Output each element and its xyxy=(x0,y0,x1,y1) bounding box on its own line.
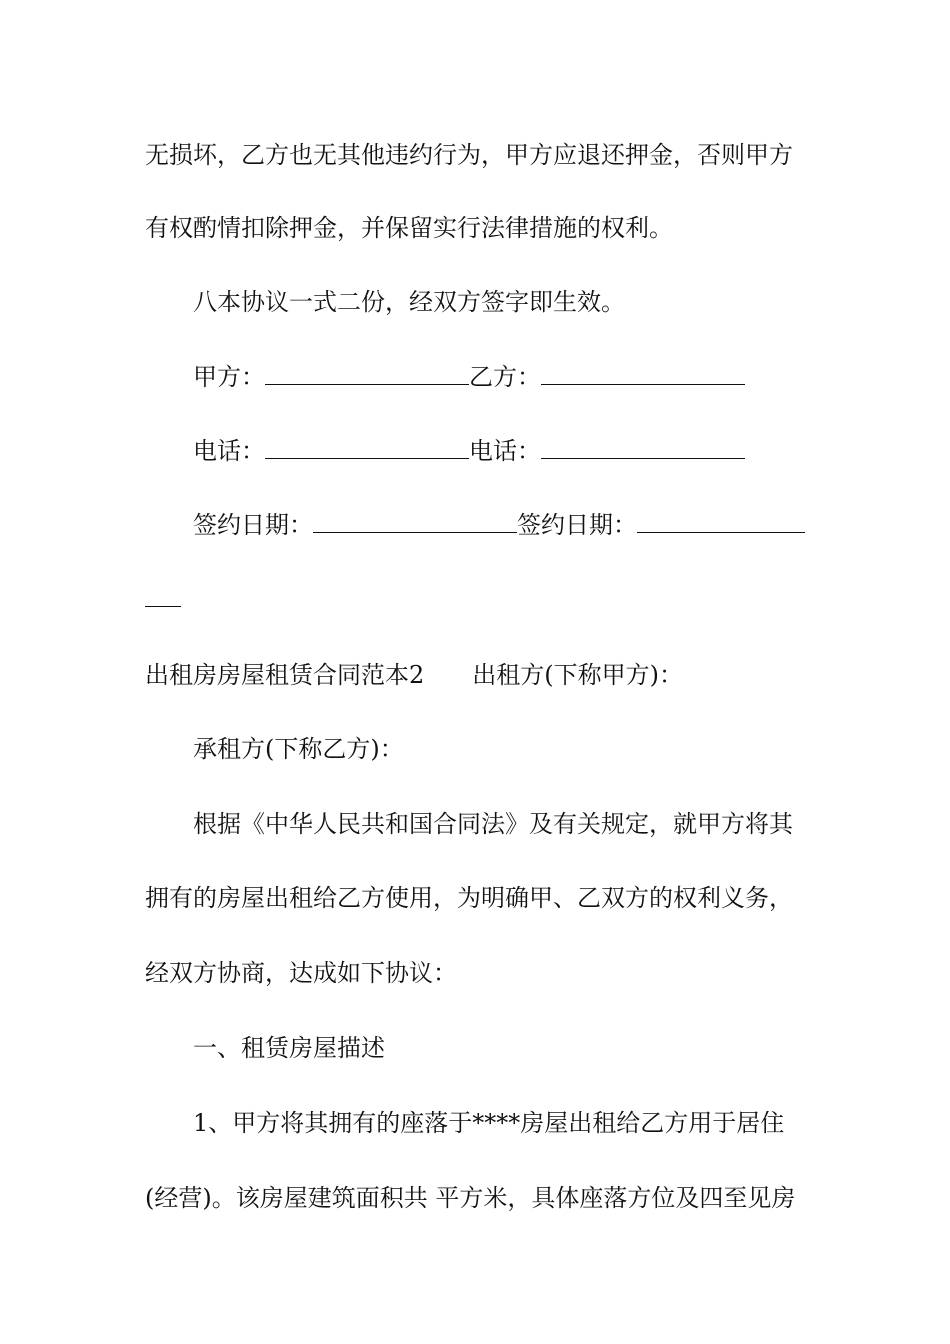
date-a-blank xyxy=(313,510,517,533)
party-a-blank xyxy=(265,362,469,385)
section-heading: 一、租赁房屋描述 xyxy=(193,1034,385,1062)
paragraph-line: (经营)。该房屋建筑面积共 平方米，具体座落方位及四至见房 xyxy=(145,1184,796,1212)
paragraph-line: 无损坏，乙方也无其他违约行为，甲方应退还押金，否则甲方 xyxy=(145,141,793,169)
lessee-label: 承租方(下称乙方)： xyxy=(193,735,404,763)
paragraph-line: 1、甲方将其拥有的座落于****房屋出租给乙方用于居住 xyxy=(193,1109,785,1137)
date-b-label: 签约日期： xyxy=(517,511,637,539)
paragraph-line: 经双方协商，达成如下协议： xyxy=(145,959,457,987)
date-b-blank-tail xyxy=(145,584,181,607)
contract-title: 出租房房屋租赁合同范本2 xyxy=(145,661,425,689)
signature-line-parties xyxy=(193,362,745,392)
phone-b-label: 电话： xyxy=(469,437,541,465)
date-b-blank xyxy=(637,510,805,533)
paragraph-line: 八本协议一式二份，经双方签字即生效。 xyxy=(193,288,625,316)
signature-line-date xyxy=(193,510,805,540)
phone-a-blank xyxy=(265,436,469,459)
party-a-label: 甲方： xyxy=(193,363,265,391)
paragraph-line: 拥有的房屋出租给乙方使用，为明确甲、乙双方的权利义务， xyxy=(145,884,793,912)
contract-title-line xyxy=(145,660,683,690)
date-a-label: 签约日期： xyxy=(193,511,313,539)
signature-line-phone xyxy=(193,436,745,466)
paragraph-line: 根据《中华人民共和国合同法》及有关规定，就甲方将其 xyxy=(193,810,793,838)
paragraph-line: 有权酌情扣除押金，并保留实行法律措施的权利。 xyxy=(145,214,673,242)
party-b-label: 乙方： xyxy=(469,363,541,391)
lessor-label: 出租方(下称甲方)： xyxy=(472,661,684,689)
phone-a-label: 电话： xyxy=(193,437,265,465)
phone-b-blank xyxy=(541,436,745,459)
date-b-blank-continued xyxy=(145,584,181,614)
party-b-blank xyxy=(541,362,745,385)
